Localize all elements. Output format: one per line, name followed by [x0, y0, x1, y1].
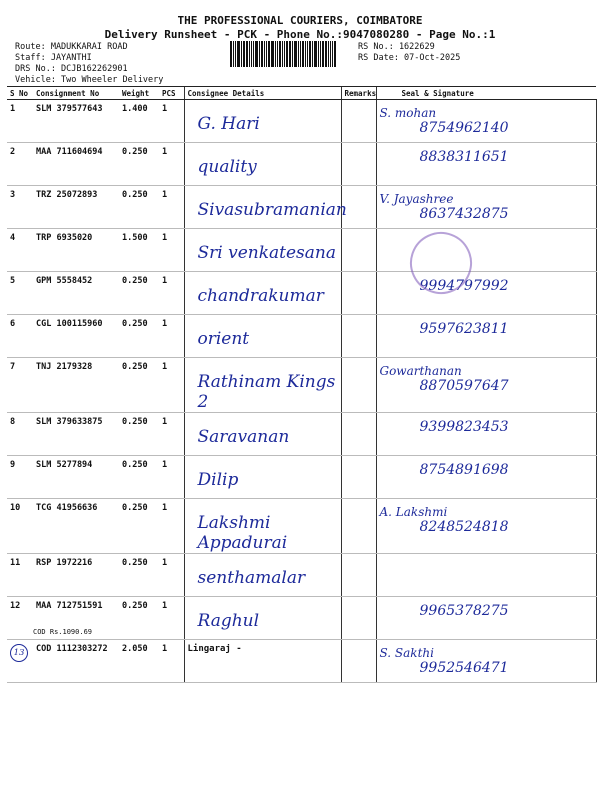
row-pcs: 1 [159, 499, 184, 554]
row-weight: 0.250 [119, 272, 159, 315]
row-consignment-no: SLM 379633875 [33, 413, 119, 456]
col-consignee: Consignee Details [184, 87, 341, 100]
table-row [7, 640, 596, 683]
barcode-bar [286, 41, 288, 67]
row-signature-phone: 9994797992 [419, 278, 509, 294]
row-weight: 1.500 [119, 229, 159, 272]
row-consignee: chandrakumar [197, 286, 324, 306]
table-row [7, 358, 596, 413]
barcode-bar [253, 41, 254, 67]
row-pcs: 1 [159, 272, 184, 315]
table-row [7, 229, 596, 272]
barcode-bar [312, 41, 313, 67]
row-signature-phone: 8838311651 [419, 149, 509, 165]
barcode-bar [249, 41, 250, 67]
barcode-bar [289, 41, 291, 67]
row-pcs: 1 [159, 315, 184, 358]
barcode-bar [233, 41, 234, 67]
drs-label: DRS No.: DCJB162262901 [15, 64, 128, 74]
row-pcs: 1 [159, 100, 184, 143]
row-remarks [341, 499, 376, 554]
row-signature-phone: 8754891698 [419, 462, 509, 478]
barcode-bar [268, 41, 270, 67]
barcode-bar [320, 41, 321, 67]
barcode-bar [307, 41, 308, 67]
row-weight: 0.250 [119, 186, 159, 229]
table-row [7, 272, 596, 315]
row-signature-phone: 9399823453 [419, 419, 509, 435]
barcode-bar [246, 41, 248, 67]
row-consignment-no: RSP 1972216 [33, 554, 119, 597]
col-signature: Seal & Signature [376, 87, 596, 100]
barcode-bar [255, 41, 258, 67]
barcode-bar [279, 41, 281, 67]
row-sno: 3 [10, 190, 16, 200]
barcode-bar [330, 41, 331, 67]
row-signature-phone: 9952546471 [419, 660, 509, 676]
row-consignment-no: SLM 5277894 [33, 456, 119, 499]
barcode-bar [261, 41, 263, 67]
row-consignee: Rathinam Kings 2 [197, 372, 336, 412]
row-signature-phone: 8754962140 [419, 120, 509, 136]
row-sno: 11 [10, 558, 21, 568]
barcode-bar [334, 41, 336, 67]
rs-number: RS No.: 1622629 [358, 42, 435, 52]
row-remarks [341, 315, 376, 358]
row-sno: 6 [10, 319, 16, 329]
barcode-bar [230, 41, 232, 67]
row-pcs: 1 [159, 186, 184, 229]
row-consignment-no: CGL 100115960 [33, 315, 119, 358]
row-pcs: 1 [159, 597, 184, 640]
barcode-bar [241, 41, 242, 67]
col-consignment: Consignment No [33, 87, 119, 100]
barcode-bar [314, 41, 317, 67]
table-row [7, 499, 596, 554]
row-consignee: G. Hari [197, 114, 260, 134]
row-weight: 0.250 [119, 597, 159, 640]
row-pcs: 1 [159, 413, 184, 456]
row-consignment-no: SLM 379577643 [33, 100, 119, 143]
barcode-bar [266, 41, 267, 67]
barcode-bar [309, 41, 311, 67]
row-sno: 5 [10, 276, 16, 286]
row-signature-name: S. Sakthi [379, 646, 434, 660]
barcode-bar [271, 41, 274, 67]
row-remarks [341, 100, 376, 143]
barcode-bar [237, 41, 240, 67]
barcode-bar [300, 41, 301, 67]
barcode-bar [235, 41, 236, 67]
row-remarks [341, 229, 376, 272]
barcode-bar [243, 41, 245, 67]
row-sno: 13 [10, 644, 28, 662]
row-weight: 0.250 [119, 315, 159, 358]
table-row [7, 597, 596, 640]
col-sno: S No [7, 87, 33, 100]
row-consignee: senthamalar [197, 568, 306, 588]
barcode-bar [305, 41, 306, 67]
row-sno: 9 [10, 460, 16, 470]
row-weight: 0.250 [119, 499, 159, 554]
row-remarks [341, 413, 376, 456]
row-weight: 1.400 [119, 100, 159, 143]
row-signature-phone: 8248524818 [419, 519, 509, 535]
table-row [7, 143, 596, 186]
row-consignee: Lakshmi Appadurai [197, 513, 288, 553]
row-remarks [341, 640, 376, 683]
barcode-bar [275, 41, 276, 67]
barcode-bar [318, 41, 319, 67]
row-weight: 2.050 [119, 640, 159, 683]
table-row [7, 186, 596, 229]
row-consignee: Sivasubramanian [197, 200, 347, 220]
row-sno: 10 [10, 503, 21, 513]
col-remarks: Remarks [341, 87, 376, 100]
route-label: Route: MADUKKARAI ROAD [15, 42, 128, 52]
table-row [7, 456, 596, 499]
row-consignee: Raghul [197, 611, 260, 631]
row-consignee: Lingaraj - [187, 644, 242, 654]
cod-amount: COD Rs.1090.69 [33, 628, 93, 636]
barcode-bar [332, 41, 333, 67]
table-row [7, 413, 596, 456]
row-sno: 2 [10, 147, 16, 157]
row-remarks [341, 143, 376, 186]
row-sno: 8 [10, 417, 16, 427]
barcode-bar [298, 41, 299, 67]
row-signature-phone: 9597623811 [419, 321, 509, 337]
row-remarks [341, 272, 376, 315]
row-consignment-no: TCG 41956636 [33, 499, 119, 554]
barcode-bar [264, 41, 265, 67]
row-consignment-no: MAA 711604694 [33, 143, 119, 186]
row-sno: 7 [10, 362, 16, 372]
barcode [230, 41, 355, 67]
row-consignment-no: TNJ 2179328 [33, 358, 119, 413]
table-header [7, 87, 596, 100]
row-consignee: Dilip [197, 470, 239, 490]
row-weight: 0.250 [119, 554, 159, 597]
vehicle-label: Vehicle: Two Wheeler Delivery [15, 75, 164, 85]
staff-label: Staff: JAYANTHI [15, 53, 92, 63]
col-pcs: PCS [159, 87, 184, 100]
rs-date: RS Date: 07-Oct-2025 [358, 53, 461, 63]
runsheet-subtitle: Delivery Runsheet - PCK - Phone No.:9047080280 - Page No.:1 [104, 28, 496, 41]
row-consignment-no: GPM 5558452 [33, 272, 119, 315]
barcode-bar [322, 41, 324, 67]
barcode-bar [259, 41, 260, 67]
row-pcs: 1 [159, 640, 184, 683]
row-signature-phone: 9965378275 [419, 603, 509, 619]
barcode-bar [284, 41, 285, 67]
row-consignee: quality [197, 157, 257, 177]
row-remarks [341, 358, 376, 413]
row-consignee: orient [197, 329, 250, 349]
table-row [7, 315, 596, 358]
barcode-bar [282, 41, 283, 67]
runsheet-table [7, 86, 597, 683]
row-pcs: 1 [159, 229, 184, 272]
barcode-bar [302, 41, 304, 67]
row-weight: 0.250 [119, 143, 159, 186]
barcode-bar [328, 41, 329, 67]
row-consignment-no: COD 1112303272 [33, 640, 119, 683]
row-signature-phone: 8870597647 [419, 378, 509, 394]
row-sno: 4 [10, 233, 16, 243]
row-weight: 0.250 [119, 358, 159, 413]
row-consignment-no: MAA 712751591 [33, 597, 119, 640]
company-title: THE PROFESSIONAL COURIERS, COIMBATORE [177, 14, 423, 27]
row-signature-phone: 8637432875 [419, 206, 509, 222]
row-pcs: 1 [159, 143, 184, 186]
barcode-bar [277, 41, 278, 67]
col-weight: Weight [119, 87, 159, 100]
row-remarks [341, 554, 376, 597]
barcode-bar [294, 41, 297, 67]
barcode-bar [325, 41, 327, 67]
row-remarks [341, 456, 376, 499]
row-pcs: 1 [159, 456, 184, 499]
row-weight: 0.250 [119, 456, 159, 499]
row-sno: 12 [10, 601, 21, 611]
row-signature-name: V. Jayashree [379, 192, 454, 206]
row-consignee: Sri venkatesana [197, 243, 336, 263]
row-signature-name: S. mohan [379, 106, 437, 120]
row-pcs: 1 [159, 554, 184, 597]
row-consignment-no: TRP 6935020 [33, 229, 119, 272]
row-consignment-no: TRZ 25072893 [33, 186, 119, 229]
row-signature-name: A. Lakshmi [379, 505, 448, 519]
barcode-bar [292, 41, 293, 67]
row-pcs: 1 [159, 358, 184, 413]
row-weight: 0.250 [119, 413, 159, 456]
barcode-bar [251, 41, 252, 67]
row-signature-name: Gowarthanan [379, 364, 462, 378]
row-sno: 1 [10, 104, 16, 114]
row-consignee: Saravanan [197, 427, 290, 447]
table-row [7, 554, 596, 597]
table-row [7, 100, 596, 143]
row-remarks [341, 597, 376, 640]
